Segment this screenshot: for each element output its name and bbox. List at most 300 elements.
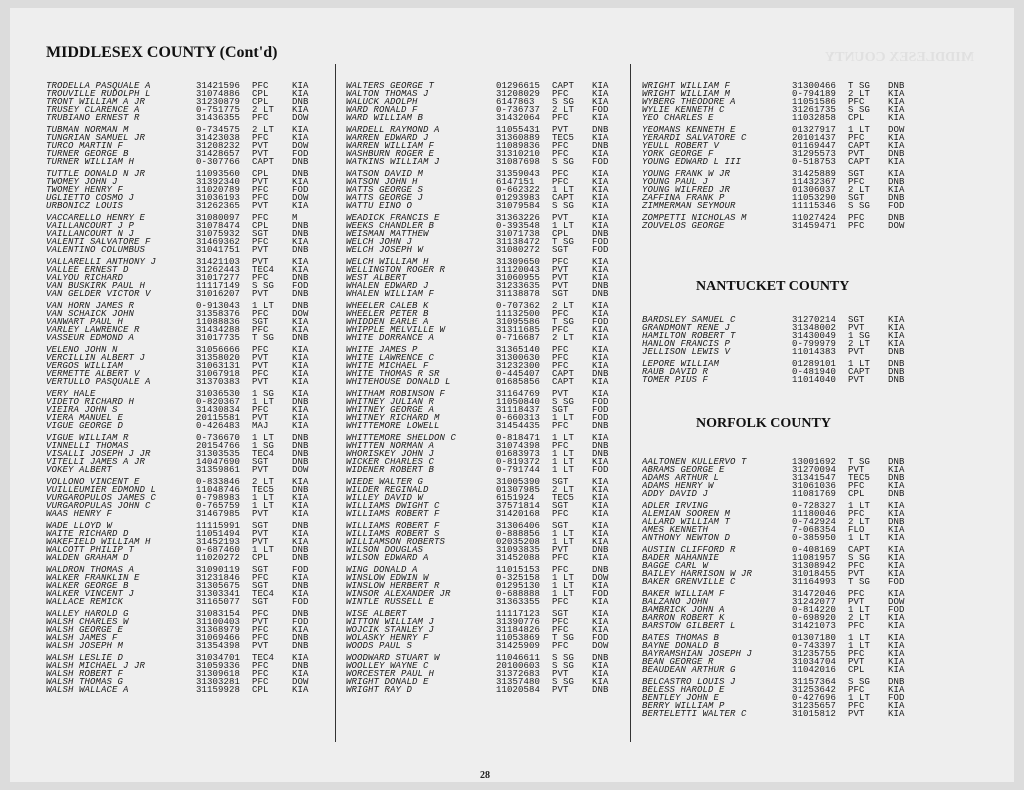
entry-rank: PFC (552, 441, 569, 451)
entry-rank: 1 LT (552, 465, 575, 475)
entry-serial-number: 13001692 (792, 457, 837, 467)
entry-name: WALKER GEORGE B (46, 582, 129, 590)
entry-name: YORK GEORGE F (642, 150, 714, 158)
entry-status: DNB (888, 149, 905, 159)
entry-name: WRIGHT WILLIAM F (642, 82, 731, 90)
roster-entry (46, 678, 322, 686)
entry-status: FOD (592, 397, 609, 407)
entry-status: FOD (592, 237, 609, 247)
roster-group (346, 346, 622, 386)
entry-serial-number: 31069466 (196, 633, 241, 643)
entry-status: KIA (292, 361, 309, 371)
roster-entry (46, 214, 322, 222)
entry-name: VIGUE GEORGE D (46, 422, 124, 430)
entry-serial-number: 0-716687 (496, 333, 541, 343)
entry-name: YERARDI SALVATORE C (642, 134, 747, 142)
roster-entry (642, 650, 918, 658)
entry-name: VAILLANCOURT J P (46, 222, 135, 230)
entry-status: KIA (888, 665, 905, 675)
roster-entry (46, 158, 322, 166)
entry-name: WRIGHT DONALD E (346, 678, 429, 686)
roster-entry (642, 324, 918, 332)
entry-name: WOODWARD STUART W (346, 654, 440, 662)
roster-entry (346, 686, 622, 694)
roster-entry (46, 326, 322, 334)
entry-status: FOD (888, 577, 905, 587)
roster-entry (346, 598, 622, 606)
entry-status: FOD (292, 617, 309, 627)
entry-status: KIA (888, 331, 905, 341)
roster-entry (642, 340, 918, 348)
entry-name: WALLEY HAROLD G (46, 610, 129, 618)
entry-rank: SGT (252, 229, 269, 239)
entry-status: DNB (888, 457, 905, 467)
roster-column-3 (642, 82, 918, 234)
entry-name: WELCH JOHN J (346, 238, 413, 246)
roster-group (46, 82, 322, 122)
entry-name: WHITNEY RICHARD M (346, 414, 440, 422)
entry-name: TOMER PIUS F (642, 376, 709, 384)
entry-rank: 2 LT (252, 105, 275, 115)
entry-serial-number: 31472046 (792, 589, 837, 599)
roster-entry (46, 478, 322, 486)
entry-rank: 2 LT (552, 333, 575, 343)
entry-serial-number: 31074398 (496, 441, 541, 451)
entry-rank: 1 SG (252, 389, 275, 399)
entry-serial-number: 31359043 (496, 169, 541, 179)
entry-name: WATTU EINO O (346, 202, 413, 210)
roster-entry (642, 142, 918, 150)
entry-rank: SGT (848, 315, 865, 325)
entry-name: WARD WILLIAM B (346, 114, 424, 122)
entry-rank: PFC (252, 609, 269, 619)
entry-status: KIA (292, 125, 309, 135)
entry-serial-number: 01307180 (792, 633, 837, 643)
entry-status: KIA (592, 529, 609, 539)
entry-name: WEST ALBERT (346, 274, 407, 282)
entry-serial-number: 31360889 (496, 133, 541, 143)
entry-status: DNB (592, 229, 609, 239)
roster-entry (46, 142, 322, 150)
entry-serial-number: 11081769 (792, 489, 837, 499)
entry-name: WALDEN GRAHAM D (46, 554, 129, 562)
entry-status: KIA (292, 201, 309, 211)
roster-entry (46, 334, 322, 342)
entry-status: DNB (292, 289, 309, 299)
entry-name: VAN BUSKIRK PAUL H (46, 282, 146, 290)
roster-entry (46, 590, 322, 598)
roster-entry (642, 158, 918, 166)
roster-entry (346, 662, 622, 670)
entry-status: KIA (292, 573, 309, 583)
entry-rank: TEC4 (252, 265, 275, 275)
entry-rank: 1 LT (848, 633, 871, 643)
roster-entry (46, 178, 322, 186)
entry-serial-number: 31308942 (792, 561, 837, 571)
entry-serial-number: 6147863 (496, 97, 535, 107)
roster-entry (346, 618, 622, 626)
roster-entry (46, 574, 322, 582)
entry-rank: PVT (552, 265, 569, 275)
entry-name: WEADICK FRANCIS E (346, 214, 440, 222)
entry-status: KIA (592, 493, 609, 503)
entry-name: VIGUE WILLIAM R (46, 434, 129, 442)
roster-group (46, 170, 322, 210)
entry-status: KIA (292, 265, 309, 275)
roster-entry (346, 466, 622, 474)
entry-name: WRIGHT RAY D (346, 686, 413, 694)
entry-status: FOD (292, 565, 309, 575)
entry-status: DNB (292, 609, 309, 619)
roster-entry (642, 658, 918, 666)
entry-status: KIA (888, 141, 905, 151)
entry-rank: PVT (252, 361, 269, 371)
roster-entry (346, 414, 622, 422)
entry-serial-number: 31454435 (496, 421, 541, 431)
page-title: MIDDLESEX COUNTY (Cont'd) (46, 44, 278, 61)
entry-rank: PVT (552, 389, 569, 399)
entry-status: KIA (888, 113, 905, 123)
entry-status: KIA (292, 345, 309, 355)
entry-serial-number: 31303535 (196, 449, 241, 459)
entry-serial-number: 31421596 (196, 81, 241, 91)
entry-status: KIA (292, 509, 309, 519)
entry-status: KIA (292, 237, 309, 247)
entry-serial-number: 11051586 (792, 97, 837, 107)
entry-status: FOD (592, 589, 609, 599)
roster-entry (46, 114, 322, 122)
entry-serial-number: 11432367 (792, 177, 837, 187)
entry-rank: 1 LT (252, 301, 275, 311)
roster-entry (346, 134, 622, 142)
entry-rank: PFC (552, 641, 569, 651)
entry-name: WINSOR ALEXANDER JR (346, 590, 451, 598)
entry-serial-number: 31469362 (196, 237, 241, 247)
roster-entry (346, 582, 622, 590)
roster-entry (46, 634, 322, 642)
entry-rank: PFC (252, 325, 269, 335)
entry-name: ZOMPETTI NICHOLAS M (642, 214, 747, 222)
roster-entry (642, 694, 918, 702)
roster-entry (46, 626, 322, 634)
entry-status: DNB (888, 517, 905, 527)
roster-entry (46, 290, 322, 298)
roster-entry (346, 274, 622, 282)
entry-rank: SGT (552, 609, 569, 619)
entry-status: KIA (592, 433, 609, 443)
entry-serial-number: 31270214 (792, 315, 837, 325)
entry-status: KIA (888, 533, 905, 543)
entry-name: WHITNEY GEORGE A (346, 406, 435, 414)
entry-serial-number: 31018455 (792, 569, 837, 579)
roster-group (642, 170, 918, 210)
entry-status: KIA (292, 405, 309, 415)
roster-group (346, 610, 622, 650)
entry-rank: PFC (848, 133, 865, 143)
entry-rank: PVT (252, 245, 269, 255)
entry-status: KIA (888, 561, 905, 571)
entry-status: DOW (292, 113, 309, 123)
roster-entry (46, 554, 322, 562)
roster-entry (46, 354, 322, 362)
roster-entry (346, 626, 622, 634)
entry-serial-number: 01293983 (496, 193, 541, 203)
entry-name: VANWART PAUL H (46, 318, 124, 326)
roster-entry (346, 170, 622, 178)
entry-serial-number: 11055431 (496, 125, 541, 135)
entry-rank: PFC (252, 133, 269, 143)
entry-rank: CPL (252, 221, 269, 231)
entry-status: KIA (888, 97, 905, 107)
entry-serial-number: 31063131 (196, 361, 241, 371)
entry-status: KIA (592, 265, 609, 275)
entry-status: KIA (292, 669, 309, 679)
entry-status: DOW (888, 125, 905, 135)
entry-name: VIEIRA JOHN S (46, 406, 118, 414)
roster-column-1 (46, 82, 322, 698)
roster-entry (346, 478, 622, 486)
entry-serial-number: 0-707362 (496, 301, 541, 311)
entry-status: FOD (592, 105, 609, 115)
roster-entry (346, 670, 622, 678)
roster-entry (46, 502, 322, 510)
roster-entry (346, 246, 622, 254)
entry-status: KIA (592, 509, 609, 519)
page-number: 28 (480, 770, 490, 781)
roster-group (346, 82, 622, 122)
entry-name: TUNGRIAN SAMUEL JR (46, 134, 146, 142)
entry-name: BARRON ROBERT K (642, 614, 725, 622)
entry-name: BAKER GRENVILLE C (642, 578, 736, 586)
roster-entry (46, 318, 322, 326)
entry-rank: S SG (552, 653, 575, 663)
entry-name: BAGGE CARL W (642, 562, 709, 570)
entry-name: WELCH JOSEPH W (346, 246, 424, 254)
entry-rank: 1 LT (552, 413, 575, 423)
entry-serial-number: 31390776 (496, 617, 541, 627)
roster-entry (642, 510, 918, 518)
roster-entry (346, 546, 622, 554)
roster-entry (346, 522, 622, 530)
entry-name: WHITNEY JULIAN R (346, 398, 435, 406)
entry-name: TRUSEY CLARENCE A (46, 106, 140, 114)
entry-name: ZOUVELOS GEORGE (642, 222, 725, 230)
entry-rank: 1 SG (848, 331, 871, 341)
entry-name: ABRAMS GEORGE E (642, 466, 725, 474)
entry-rank: SGT (552, 289, 569, 299)
entry-status: KIA (888, 701, 905, 711)
entry-name: WILLIAMS DWIGHT C (346, 502, 440, 510)
column-divider (335, 64, 336, 742)
entry-name: VURGAROPULOS JAMES C (46, 494, 157, 502)
entry-rank: 1 LT (552, 589, 575, 599)
entry-rank: PVT (252, 465, 269, 475)
entry-rank: SGT (552, 501, 569, 511)
entry-rank: S SG (848, 201, 871, 211)
entry-name: VAN SCHAICK JOHN (46, 310, 135, 318)
roster-entry (642, 134, 918, 142)
entry-name: WATKINS WILLIAM J (346, 158, 440, 166)
entry-name: WALTERS GEORGE T (346, 82, 435, 90)
entry-serial-number: 31036530 (196, 389, 241, 399)
entry-serial-number: 31235755 (792, 649, 837, 659)
entry-rank: PFC (552, 325, 569, 335)
entry-serial-number: 11093560 (196, 169, 241, 179)
entry-rank: CAPT (552, 193, 575, 203)
roster-entry (642, 214, 918, 222)
entry-name: UGLIETTO COSMO J (46, 194, 135, 202)
entry-status: KIA (888, 657, 905, 667)
entry-rank: 2 LT (848, 185, 871, 195)
entry-name: VALENTINO COLUMBUS (46, 246, 146, 254)
entry-rank: PFC (252, 185, 269, 195)
roster-entry (46, 82, 322, 90)
roster-group (346, 390, 622, 430)
entry-status: KIA (888, 589, 905, 599)
roster-entry (642, 458, 918, 466)
entry-serial-number: 31005390 (496, 477, 541, 487)
entry-rank: PVT (552, 669, 569, 679)
entry-name: BALZANO JOHN (642, 598, 709, 606)
entry-serial-number: 31061036 (792, 481, 837, 491)
entry-status: DNB (292, 661, 309, 671)
entry-name: WILLIAMS ROBERT S (346, 530, 440, 538)
roster-entry (346, 310, 622, 318)
roster-entry (642, 678, 918, 686)
entry-name: AALTONEN KULLERVO T (642, 458, 747, 466)
entry-status: KIA (292, 369, 309, 379)
entry-name: VOKEY ALBERT (46, 466, 113, 474)
entry-status: KIA (888, 525, 905, 535)
entry-serial-number: 0-662322 (496, 185, 541, 195)
entry-serial-number: 31357480 (496, 677, 541, 687)
entry-serial-number: 31311685 (496, 325, 541, 335)
entry-status: FOD (592, 465, 609, 475)
entry-status: DNB (292, 633, 309, 643)
entry-name: VALLARELLI ANTHONY J (46, 258, 157, 266)
roster-entry (642, 642, 918, 650)
roster-entry (46, 126, 322, 134)
entry-rank: 1 LT (552, 449, 575, 459)
entry-serial-number: 31080097 (196, 213, 241, 223)
roster-entry (46, 458, 322, 466)
entry-rank: 1 LT (848, 605, 871, 615)
roster-entry (346, 654, 622, 662)
roster-group (46, 610, 322, 650)
entry-rank: SGT (252, 317, 269, 327)
entry-name: WHITE JAMES P (346, 346, 418, 354)
roster-entry (642, 666, 918, 674)
entry-rank: 1 LT (848, 359, 871, 369)
entry-serial-number: 11048746 (196, 485, 241, 495)
entry-rank: PFC (252, 113, 269, 123)
entry-name: TRONT WILLIAM A JR (46, 98, 146, 106)
entry-name: RAUB DAVID R (642, 368, 709, 376)
roster-entry (46, 90, 322, 98)
entry-rank: 2 LT (552, 485, 575, 495)
entry-status: KIA (592, 617, 609, 627)
entry-serial-number: 0-408169 (792, 545, 837, 555)
roster-group (46, 566, 322, 606)
entry-status: KIA (592, 149, 609, 159)
entry-rank: PFC (848, 221, 865, 231)
entry-serial-number: 37571814 (496, 501, 541, 511)
entry-status: KIA (592, 669, 609, 679)
entry-serial-number: 31184826 (496, 625, 541, 635)
entry-serial-number: 0-819372 (496, 457, 541, 467)
roster-entry (346, 346, 622, 354)
entry-status: KIA (592, 89, 609, 99)
entry-status: FOD (592, 413, 609, 423)
entry-name: AUSTIN CLIFFORD R (642, 546, 736, 554)
entry-serial-number: 0-660313 (496, 413, 541, 423)
entry-rank: SGT (848, 169, 865, 179)
entry-status: KIA (292, 89, 309, 99)
entry-status: FOD (888, 693, 905, 703)
entry-serial-number: 31310210 (496, 149, 541, 159)
entry-rank: PVT (252, 641, 269, 651)
entry-serial-number: 31467985 (196, 509, 241, 519)
roster-entry (46, 538, 322, 546)
entry-rank: PVT (848, 569, 865, 579)
entry-rank: PFC (252, 677, 269, 687)
entry-name: WRIGHT WILLIAM M (642, 90, 731, 98)
entry-rank: PFC (252, 669, 269, 679)
entry-serial-number: 31365140 (496, 345, 541, 355)
entry-serial-number: 31425889 (792, 169, 837, 179)
entry-rank: PFC (252, 573, 269, 583)
entry-rank: PFC (848, 649, 865, 659)
entry-rank: TEC5 (252, 485, 275, 495)
entry-status: DNB (292, 333, 309, 343)
entry-rank: PFC (552, 617, 569, 627)
entry-status: FOD (888, 201, 905, 211)
entry-rank: PVT (848, 465, 865, 475)
entry-status: KIA (888, 105, 905, 115)
entry-serial-number: 0-688888 (496, 589, 541, 599)
entry-serial-number: 31083154 (196, 609, 241, 619)
entry-serial-number: 11120043 (496, 265, 541, 275)
entry-name: WATSON DAVID M (346, 170, 424, 178)
entry-rank: PFC (552, 113, 569, 123)
entry-rank: PFC (848, 561, 865, 571)
entry-serial-number: 31363355 (496, 597, 541, 607)
roster-entry (642, 562, 918, 570)
entry-serial-number: 31303281 (196, 677, 241, 687)
roster-entry (346, 574, 622, 582)
roster-entry (346, 98, 622, 106)
entry-name: TURNER GEORGE B (46, 150, 129, 158)
entry-serial-number: 01289101 (792, 359, 837, 369)
entry-name: VERY HALE (46, 390, 96, 398)
entry-name: WALKER VINCENT J (46, 590, 135, 598)
entry-rank: 1 LT (552, 581, 575, 591)
entry-status: KIA (592, 113, 609, 123)
roster-group (46, 522, 322, 562)
entry-serial-number: 31348002 (792, 323, 837, 333)
entry-serial-number: 31425909 (496, 641, 541, 651)
roster-entry (46, 186, 322, 194)
roster-group (346, 566, 622, 606)
entry-serial-number: 31036193 (196, 193, 241, 203)
entry-rank: S SG (252, 281, 275, 291)
roster-entry (642, 570, 918, 578)
entry-rank: PVT (252, 377, 269, 387)
entry-serial-number: 31157364 (792, 677, 837, 687)
entry-serial-number: 31262443 (196, 265, 241, 275)
entry-name: VERTULLO PASQUALE A (46, 378, 151, 386)
roster-entry (46, 406, 322, 414)
